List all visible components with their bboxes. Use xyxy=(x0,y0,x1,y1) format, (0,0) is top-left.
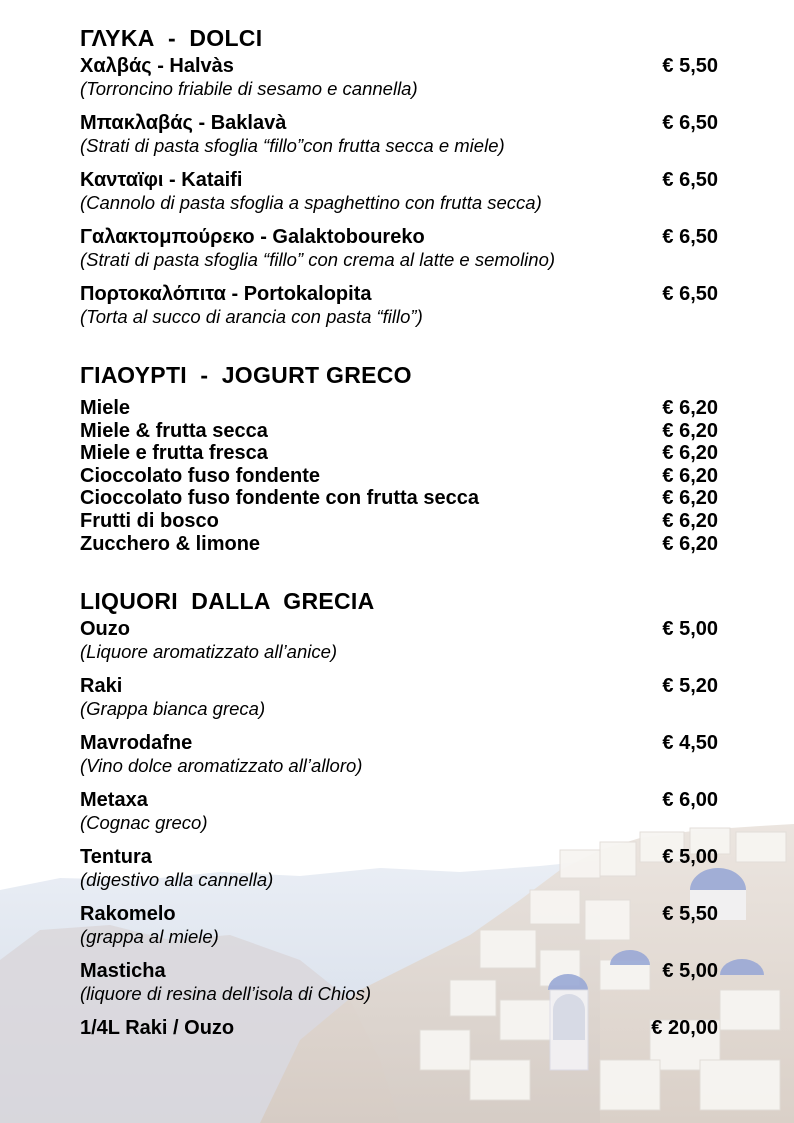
item-name: Γαλακτομπούρεκο - Galaktoboureko xyxy=(80,226,425,248)
item-price: € 20,00 xyxy=(651,1017,718,1040)
menu-item xyxy=(80,533,718,556)
menu-item xyxy=(80,1017,718,1040)
item-price: € 5,20 xyxy=(662,675,718,698)
item-name: Μπακλαβάς - Baklavà xyxy=(80,112,287,134)
menu-item xyxy=(80,846,718,891)
menu-item xyxy=(80,442,718,465)
item-description: (Vino dolce aromatizzato all’alloro) xyxy=(80,755,363,777)
item-name: Masticha xyxy=(80,960,166,983)
item-price: € 6,20 xyxy=(662,532,718,555)
menu-item xyxy=(80,732,718,777)
item-description: (grappa al miele) xyxy=(80,926,219,948)
item-name: Raki xyxy=(80,675,123,698)
item-price: € 4,50 xyxy=(662,732,718,755)
menu-item xyxy=(80,789,718,834)
section-jogurt xyxy=(80,361,718,555)
item-name: Πορτοκαλόπιτα - Portokalopita xyxy=(80,283,372,305)
menu-item xyxy=(80,510,718,533)
item-price: € 6,20 xyxy=(662,487,718,510)
item-price: € 6,20 xyxy=(662,509,718,532)
menu-item xyxy=(80,675,718,720)
item-price: € 5,50 xyxy=(662,903,718,926)
item-description: (Torta al succo di arancia con pasta “fillo”) xyxy=(80,306,423,327)
item-price: € 6,20 xyxy=(662,464,718,487)
item-price: € 6,00 xyxy=(662,789,718,812)
item-price: € 5,00 xyxy=(662,846,718,869)
item-name: Cioccolato fuso fondente xyxy=(80,464,320,487)
menu-item xyxy=(80,226,718,271)
menu-item xyxy=(80,618,718,663)
section-title: ΓΙΑΟΥΡΤΙ - JOGURT GRECO xyxy=(80,362,412,388)
item-name: Cioccolato fuso fondente con frutta secca xyxy=(80,487,479,510)
item-price: € 6,50 xyxy=(662,226,718,248)
item-description: (digestivo alla cannella) xyxy=(80,869,274,891)
item-name: Miele & frutta secca xyxy=(80,419,268,442)
item-price: € 6,20 xyxy=(662,419,718,442)
menu-item xyxy=(80,169,718,214)
menu-item xyxy=(80,397,718,420)
item-name: Mavrodafne xyxy=(80,732,193,755)
item-name: Tentura xyxy=(80,846,152,869)
item-description: (Strati di pasta sfoglia “fillo”con frutta secca e miele) xyxy=(80,135,505,156)
section-title: ΓΛΥΚΑ - DOLCI xyxy=(80,25,263,51)
section-dolci xyxy=(80,24,718,328)
item-price: € 5,00 xyxy=(662,960,718,983)
item-name: Χαλβάς - Halvàs xyxy=(80,55,234,77)
item-description: (Liquore aromatizzato all’anice) xyxy=(80,641,338,663)
menu-item xyxy=(80,487,718,510)
menu-item xyxy=(80,55,718,100)
item-price: € 5,50 xyxy=(662,55,718,77)
section-title: LIQUORI DALLA GRECIA xyxy=(80,588,375,615)
menu-item xyxy=(80,283,718,328)
item-description: (Grappa bianca greca) xyxy=(80,698,266,720)
menu-item xyxy=(80,420,718,443)
item-name: Frutti di bosco xyxy=(80,509,219,532)
item-price: € 6,50 xyxy=(662,283,718,305)
menu-item xyxy=(80,903,718,948)
item-description: (liquore di resina dell’isola di Chios) xyxy=(80,983,371,1005)
item-name: 1/4L Raki / Ouzo xyxy=(80,1017,235,1040)
item-name: Κανταϊφι - Kataifi xyxy=(80,169,243,191)
item-description: (Torroncino friabile di sesamo e cannella) xyxy=(80,78,418,99)
item-name: Metaxa xyxy=(80,789,148,812)
section-liquori xyxy=(80,587,718,1040)
item-name: Miele xyxy=(80,397,131,419)
menu-content xyxy=(80,24,718,1040)
item-description: (Strati di pasta sfoglia “fillo” con crema al latte e semolino) xyxy=(80,249,556,270)
item-name: Rakomelo xyxy=(80,903,176,926)
menu-item xyxy=(80,960,718,1005)
item-name: Zucchero & limone xyxy=(80,532,261,555)
menu-item xyxy=(80,465,718,488)
item-price: € 6,50 xyxy=(662,169,718,191)
menu-item xyxy=(80,112,718,157)
item-name: Miele e frutta fresca xyxy=(80,442,268,465)
item-price: € 6,50 xyxy=(662,112,718,134)
item-description: (Cognac greco) xyxy=(80,812,208,834)
item-name: Ouzo xyxy=(80,618,130,641)
item-description: (Cannolo di pasta sfoglia a spaghettino con frutta secca) xyxy=(80,192,542,213)
item-price: € 5,00 xyxy=(662,618,718,641)
item-price: € 6,20 xyxy=(662,397,718,419)
item-price: € 6,20 xyxy=(662,442,718,465)
